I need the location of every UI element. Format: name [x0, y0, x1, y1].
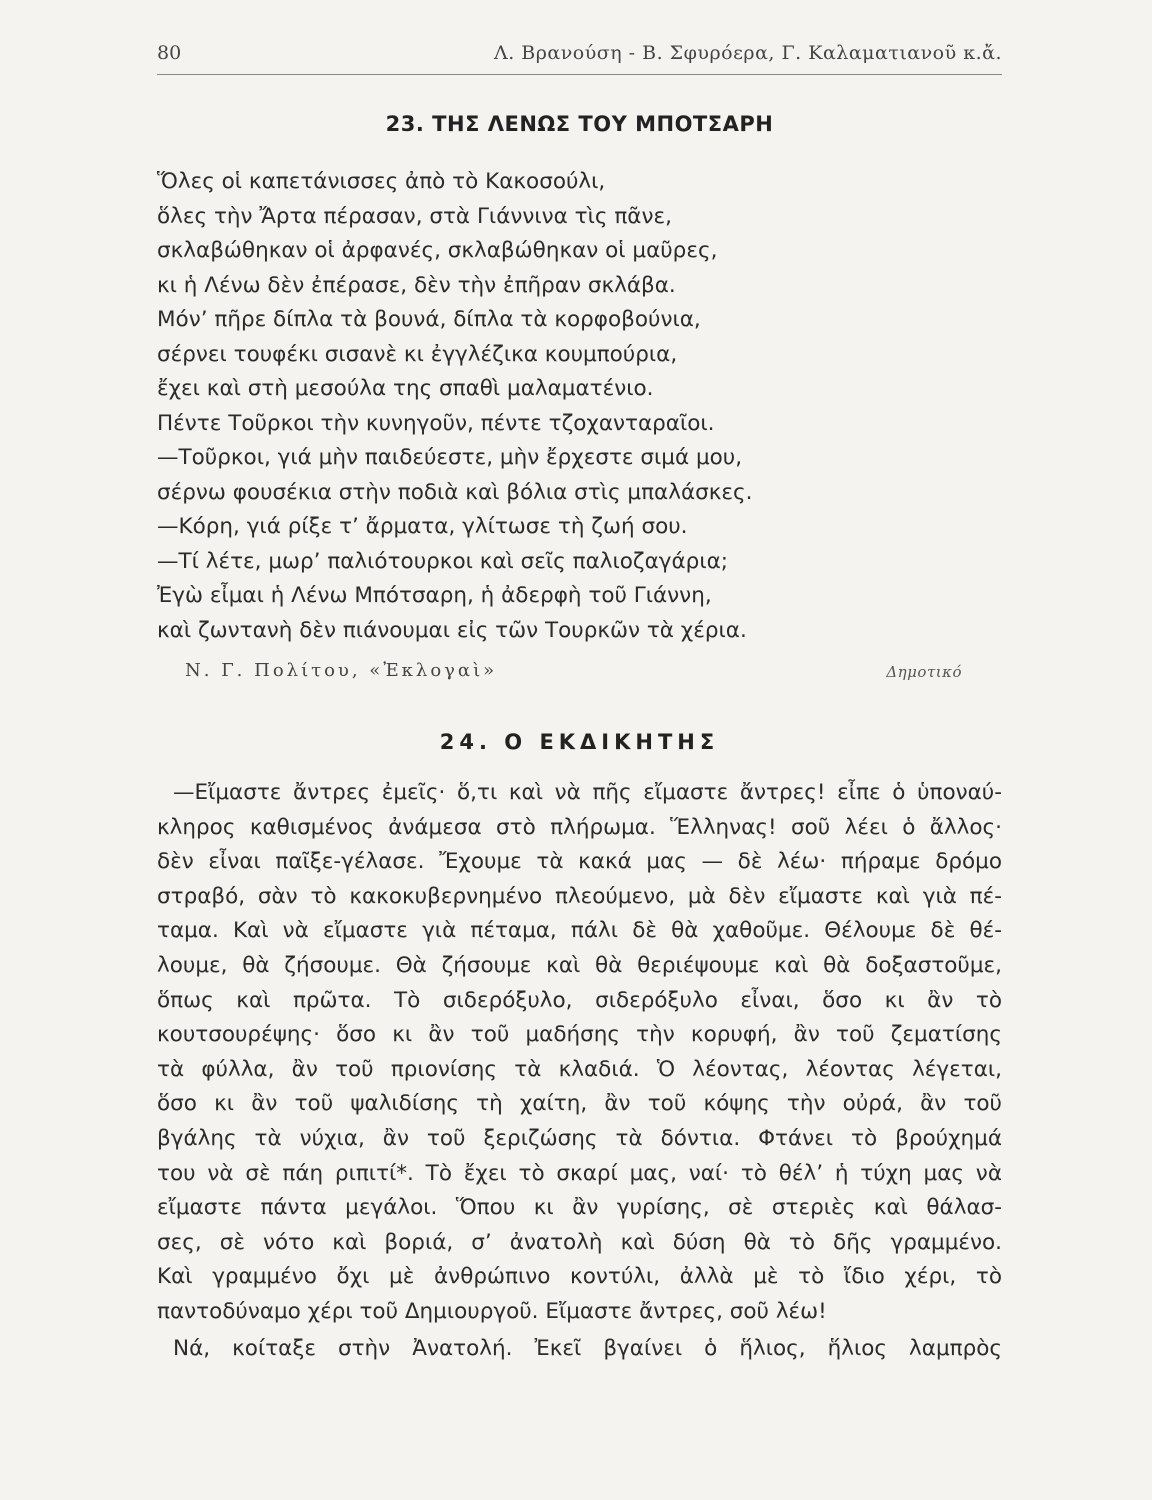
- poem-source-line: [157, 660, 1002, 690]
- prose-line: κληρος καθισμένος ἀνάμεσα στὸ πλήρωμα. Ἕλληνας! σοῦ λέει ὁ ἄλλος·: [157, 814, 1002, 840]
- source-citation: Ν. Γ. Πολίτου, «Ἐκλογαὶ»: [185, 660, 498, 681]
- prose-line: ὅπως καὶ πρῶτα. Τὸ σιδερόξυλο, σιδερόξυλο εἶναι, ὅσο κι ἂν τὸ: [157, 987, 1002, 1013]
- prose-line: τὰ φύλλα, ἂν τοῦ πριονίσης τὰ κλαδιά. Ὁ λέοντας, λέοντας λέγεται,: [157, 1056, 1002, 1082]
- poem-line: Πέντε Τοῦρκοι τὴν κυνηγοῦν, πέντε τζοχανταραῖοι.: [157, 410, 715, 436]
- prose-line: —Εἴμαστε ἄντρες ἐμεῖς· ὅ,τι καὶ νὰ πῆς εἴμαστε ἄντρες! εἶπε ὁ ὑποναύ-: [173, 780, 1002, 805]
- prose-line: παντοδύναμο χέρι τοῦ Δημιουργοῦ. Εἴμαστε ἄντρες, σοῦ λέω!: [157, 1298, 827, 1324]
- poem-line: ὅλες τὴν Ἄρτα πέρασαν, στὰ Γιάννινα τὶς πᾶνε,: [157, 203, 672, 229]
- poem-line: Ὅλες οἱ καπετάνισσες ἀπὸ τὸ Κακοσούλι,: [157, 169, 606, 194]
- poem-line: —Τοῦρκοι, γιά μὴν παιδεύεστε, μὴν ἔρχεστε σιμά μου,: [157, 445, 743, 470]
- poem-line: σέρνω φουσέκια στὴν ποδιὰ καὶ βόλια στὶς μπαλάσκες.: [157, 479, 753, 505]
- prose-line: Νά, κοίταξε στὴν Ἀνατολή. Ἐκεῖ βγαίνει ὁ ἥλιος, ἥλιος λαμπρὸς: [173, 1335, 1002, 1361]
- poem-line: σκλαβώθηκαν οἱ ἀρφανές, σκλαβώθηκαν οἱ μαῦρες,: [157, 238, 718, 263]
- running-title: Λ. Βρανούση - Β. Σφυρόερα, Γ. Καλαματιανοῦ κ.ἄ.: [493, 42, 1002, 64]
- poem-line: Ἐγὼ εἶμαι ἡ Λένω Μπότσαρη, ἡ ἀδερφὴ τοῦ Γιάννη,: [157, 583, 712, 608]
- poem-line: —Κόρη, γιά ρίξε τ’ ἄρματα, γλίτωσε τὴ ζωή σου.: [157, 514, 688, 539]
- poem-title: 23. ΤΗΣ ΛΕΝΩΣ ΤΟΥ ΜΠΟΤΣΑΡΗ: [385, 112, 774, 136]
- running-head: [157, 42, 1002, 72]
- prose-line: Καὶ γραμμένο ὄχι μὲ ἀνθρώπινο κοντύλι, ἀλλὰ μὲ τὸ ἴδιο χέρι, τὸ: [157, 1264, 1002, 1290]
- poem-line: Μόν’ πῆρε δίπλα τὰ βουνά, δίπλα τὰ κορφοβούνια,: [157, 307, 701, 332]
- prose-line: κουτσουρέψης· ὅσο κι ἂν τοῦ μαδήσης τὴν κορυφή, ἂν τοῦ ζεματίσης: [157, 1022, 1002, 1048]
- prose-line: ταμα. Καὶ νὰ εἴμαστε γιὰ πέταμα, πάλι δὲ θὰ χαθοῦμε. Θέλουμε δὲ θέ-: [157, 918, 1002, 944]
- poem-line: σέρνει τουφέκι σισανὲ κι ἐγγλέζικα κουμπούρια,: [157, 341, 678, 367]
- prose-line: σες, σὲ νότο καὶ βοριά, σ’ ἀνατολὴ καὶ δύση θὰ τὸ δῆς γραμμένο.: [157, 1229, 1002, 1255]
- prose-line: εἴμαστε πάντα μεγάλοι. Ὅπου κι ἂν γυρίσης, σὲ στεριὲς καὶ θάλασ-: [157, 1195, 1002, 1221]
- poem-line: ἔχει καὶ στὴ μεσούλα της σπαθὶ μαλαματένιο.: [157, 376, 654, 401]
- prose-line: βγάλης τὰ νύχια, ἂν τοῦ ξεριζώσης τὰ δόντια. Φτάνει τὸ βρούχημά: [157, 1125, 1002, 1151]
- prose-line: του νὰ σὲ πάη ριπιτί*. Τὸ ἔχει τὸ σκαρί μας, ναί· τὸ θέλ’ ἡ τύχη μας νὰ: [157, 1160, 1002, 1186]
- page-number: 80: [157, 42, 182, 64]
- header-rule: [157, 74, 1002, 75]
- poem: [157, 165, 1002, 648]
- prose-line: στραβό, σὰν τὸ κακοκυβερνημένο πλεούμενο, μὰ δὲν εἴμαστε καὶ γιὰ πέ-: [157, 883, 1002, 909]
- prose-text: [157, 776, 1002, 1366]
- prose-line: λουμε, θὰ ζήσουμε. Θὰ ζήσουμε καὶ θὰ θεριέψουμε καὶ θὰ δοξαστοῦμε,: [157, 952, 1002, 978]
- genre-label: Δημοτικό: [886, 663, 962, 681]
- poem-line: καὶ ζωντανὴ δὲν πιάνουμαι εἰς τῶν Τουρκῶν τὰ χέρια.: [157, 617, 747, 643]
- prose-title: 24. Ο ΕΚΔΙΚΗΤΗΣ: [439, 730, 720, 754]
- prose-line: δὲν εἶναι παῖξε-γέλασε. Ἔχουμε τὰ κακά μας — δὲ λέω· πήραμε δρόμο: [157, 849, 1002, 875]
- poem-line: κι ἡ Λένω δὲν ἐπέρασε, δὲν τὴν ἐπῆραν σκλάβα.: [157, 272, 676, 298]
- poem-line: —Τί λέτε, μωρ’ παλιότουρκοι καὶ σεῖς παλιοζαγάρια;: [157, 548, 729, 574]
- prose-line: ὅσο κι ἂν τοῦ ψαλιδίσης τὴ χαίτη, ἂν τοῦ κόψης τὴν οὐρά, ἂν τοῦ: [157, 1091, 1002, 1117]
